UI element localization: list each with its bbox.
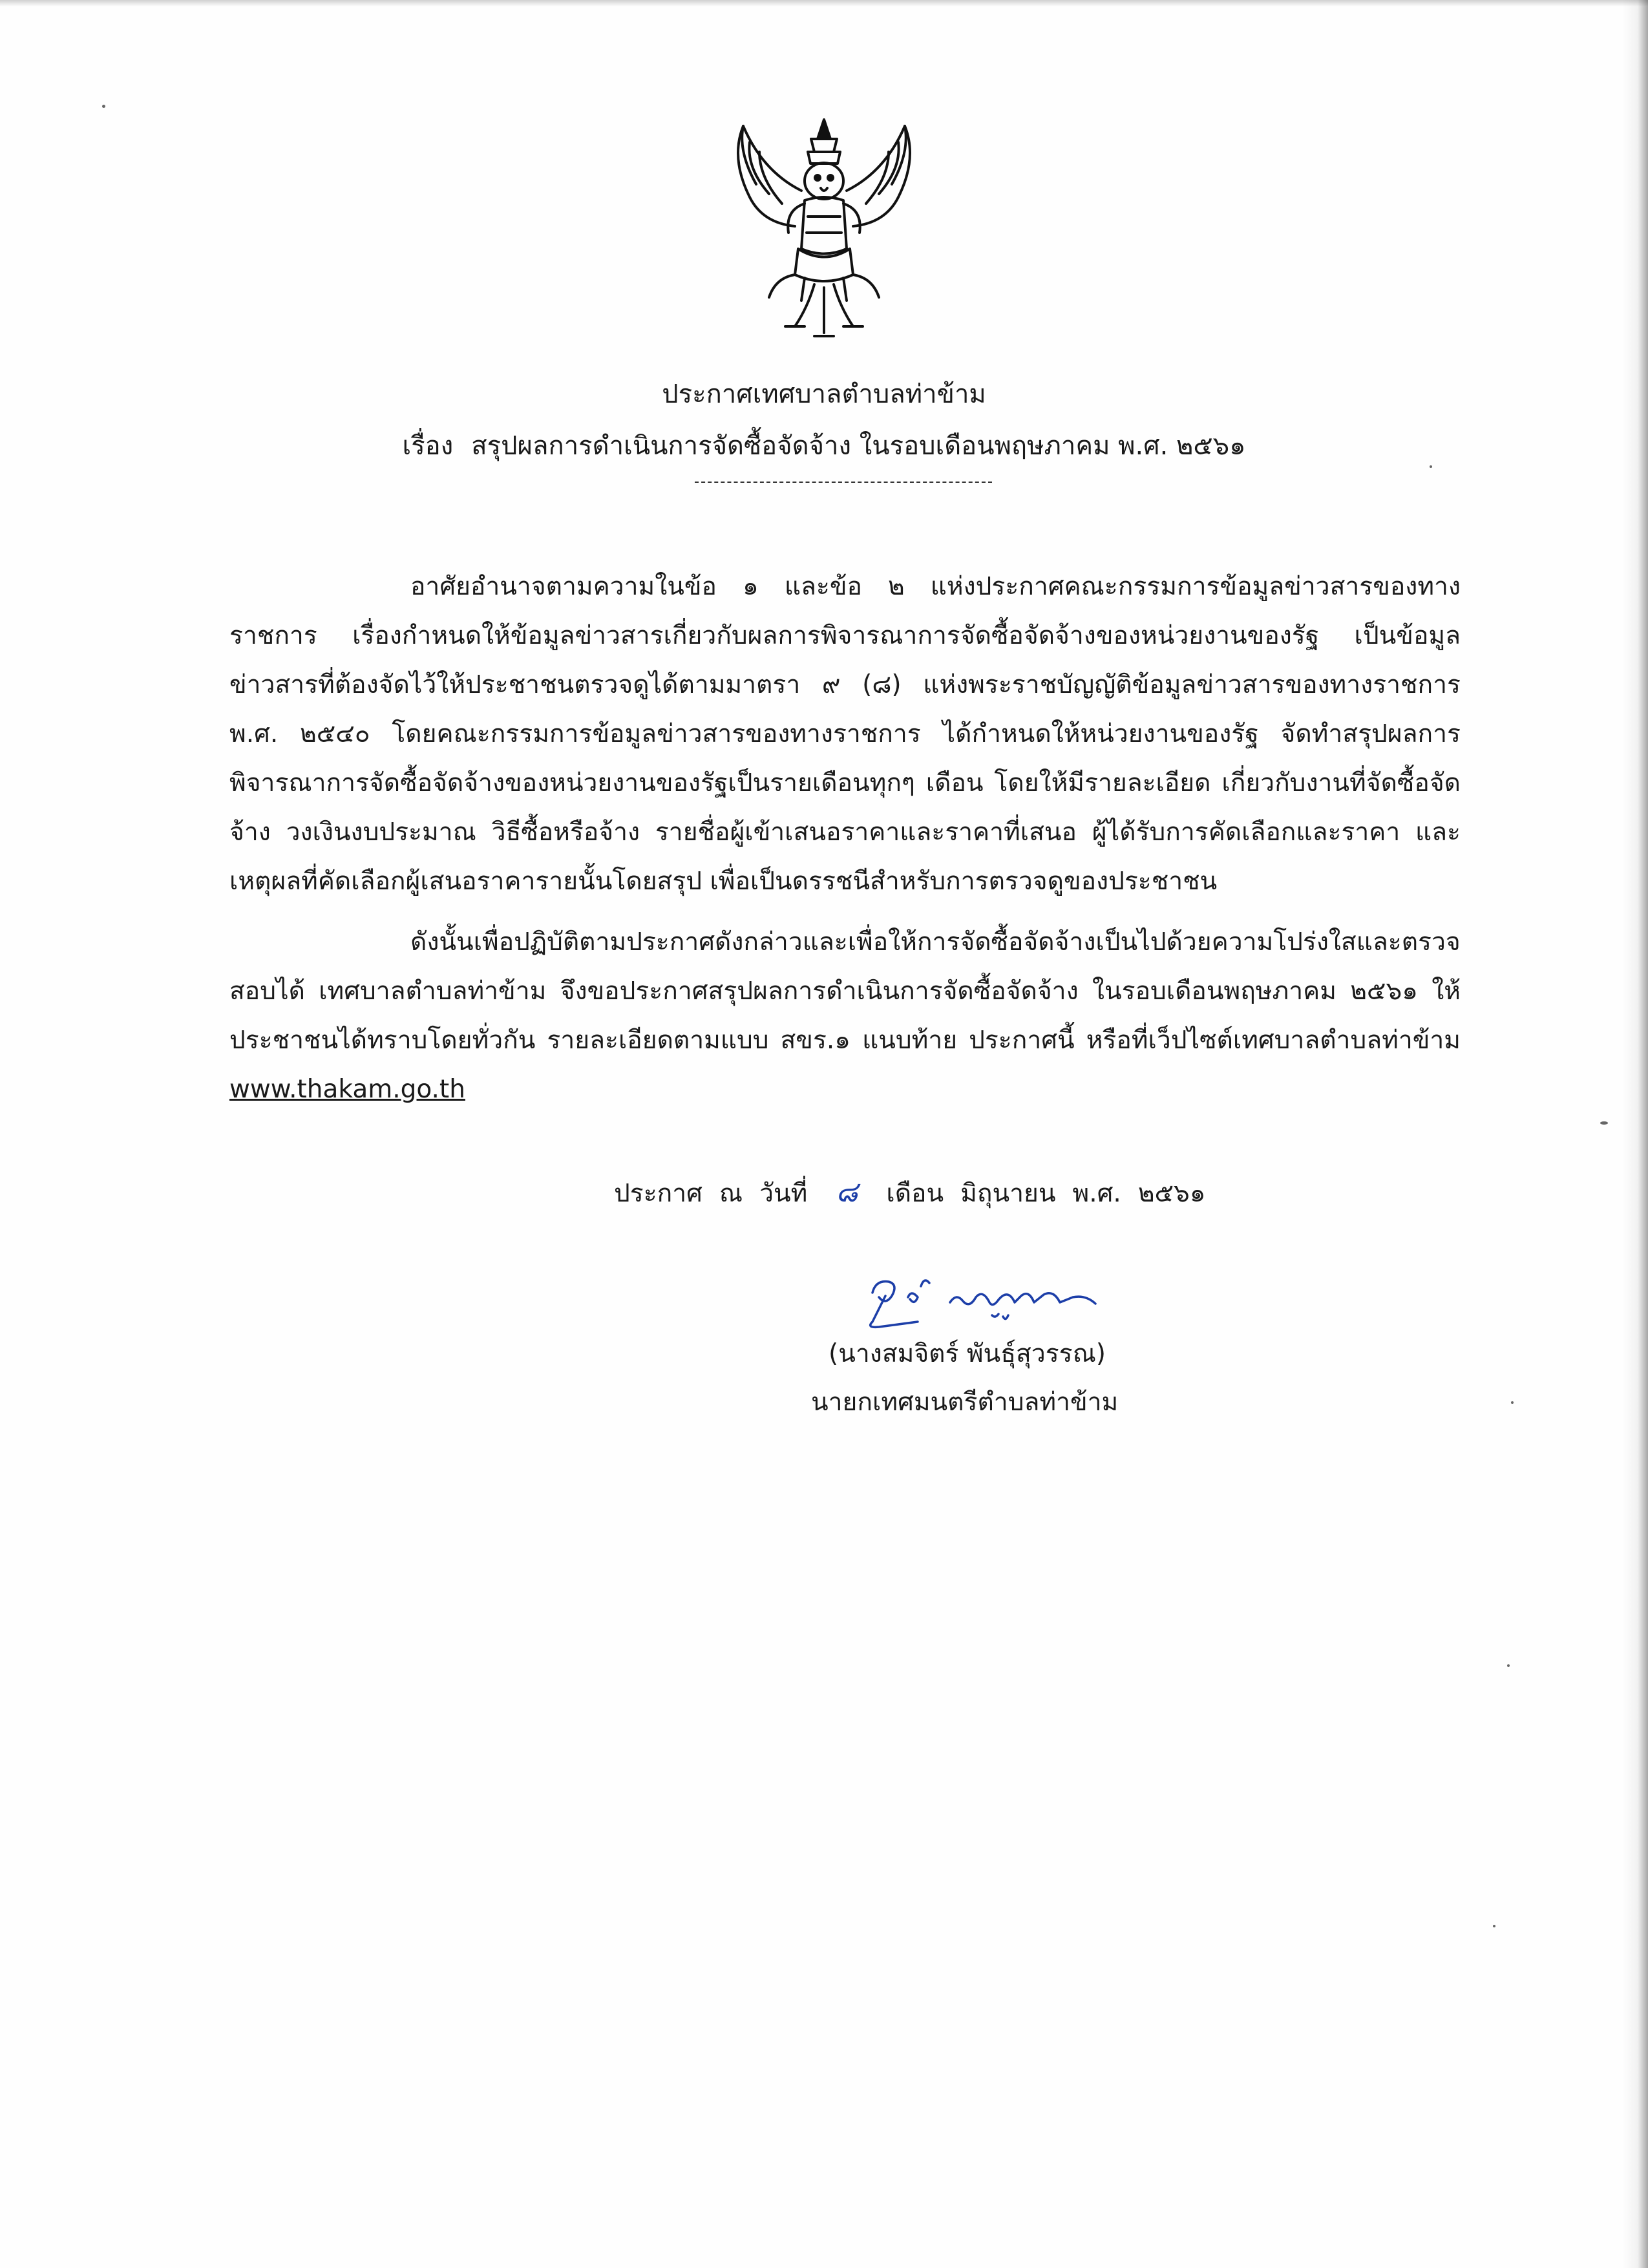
body-paragraph-2-text: ดังนั้นเพื่อปฏิบัติตามประกาศดังกล่าวและเพื่อให้การจัดซื้อจัดจ้างเป็นไปด้วยความโปร่งใสและตรวจสอบได้ เทศบาลตำบลท่าข้าม จึงขอประกาศสรุปผลการดำเนินการจัดซื้อจัดจ้าง ในรอบเดือนพฤษภาคม ๒๕๖๑ ให้ประชาชนได้ทราบโดยทั่วกัน รายละเอียดตามแบบ สขร.๑ แนบท้าย ประกาศนี้ หรือที่เว็ปไซต์เทศบาลตำบลท่าข้าม: [229, 927, 1461, 1055]
heading-divider: [695, 482, 992, 483]
subject-label: เรื่อง: [402, 431, 454, 461]
scan-speck: [102, 105, 105, 108]
signer-name: (นางสมจิตร์ พันธุ์สุวรรณ): [829, 1339, 1106, 1368]
body-paragraph-2: [229, 918, 1461, 1114]
subject-text: สรุปผลการดำเนินการจัดซื้อจัดจ้าง ในรอบเดือนพฤษภาคม พ.ศ. ๒๕๖๑: [471, 431, 1246, 461]
announcement-dateline: [614, 1173, 1206, 1213]
scan-edge-right: [1622, 0, 1648, 2268]
dateline-year: ๒๕๖๑: [1137, 1179, 1206, 1208]
dateline-date-label: วันที่: [759, 1179, 808, 1208]
scan-speck: [1511, 1401, 1514, 1404]
scan-speck: [1507, 1664, 1510, 1667]
scan-speck: [1600, 1121, 1608, 1125]
dateline-month: มิถุนายน: [960, 1179, 1056, 1208]
dateline-at: ณ: [719, 1179, 743, 1208]
body-paragraph-1: อาศัยอำนาจตามความในข้อ ๑ และข้อ ๒ แห่งประกาศคณะกรรมการข้อมูลข่าวสารของทางราชการ เรื่องกำหนดให้ข้อมูลข่าวสารเกี่ยวกับผลการพิจารณาการจัดซื้อจัดจ้างของหน่วยงานของรัฐ เป็นข้อมูลข่าวสารที่ต้องจัดไว้ให้ประชาชนตรวจดูได้ตามมาตรา ๙ (๘) แห่งพระราชบัญญัติข้อมูลข่าวสารของทางราชการ พ.ศ. ๒๕๔๐ โดยคณะกรรมการข้อมูลข่าวสารของทางราชการ ได้กำหนดให้หน่วยงานของรัฐ จัดทำสรุปผลการพิจารณาการจัดซื้อจัดจ้างของหน่วยงานของรัฐเป็นรายเดือนทุกๆ เดือน โดยให้มีรายละเอียด เกี่ยวกับงานที่จัดซื้อจัดจ้าง วงเงินงบประมาณ วิธีซื้อหรือจ้าง รายชื่อผู้เข้าเสนอราคาและราคาที่เสนอ ผู้ได้รับการคัดเลือกและราคา และเหตุผลที่คัดเลือกผู้เสนอราคารายนั้นโดยสรุป เพื่อเป็นดรรชนีสำหรับการตรวจดูของประชาชน: [229, 572, 1461, 896]
garuda-emblem-icon: [724, 113, 924, 346]
scan-edge-top: [0, 0, 1648, 6]
scan-speck: [1430, 465, 1432, 468]
signer-position: นายกเทศมนตรีตำบลท่าข้าม: [811, 1388, 1119, 1417]
scan-speck: [1493, 1925, 1495, 1927]
signature-icon: [860, 1257, 1118, 1341]
dateline-month-label: เดือน: [886, 1179, 944, 1208]
announcement-subject: [0, 428, 1648, 464]
dateline-day-handwritten: ๘: [836, 1176, 858, 1209]
dateline-prefix: ประกาศ: [614, 1179, 703, 1208]
dateline-era: พ.ศ.: [1072, 1179, 1121, 1208]
website-link[interactable]: www.thakam.go.th: [229, 1075, 465, 1104]
announcement-heading: ประกาศเทศบาลตำบลท่าข้าม: [662, 379, 986, 409]
